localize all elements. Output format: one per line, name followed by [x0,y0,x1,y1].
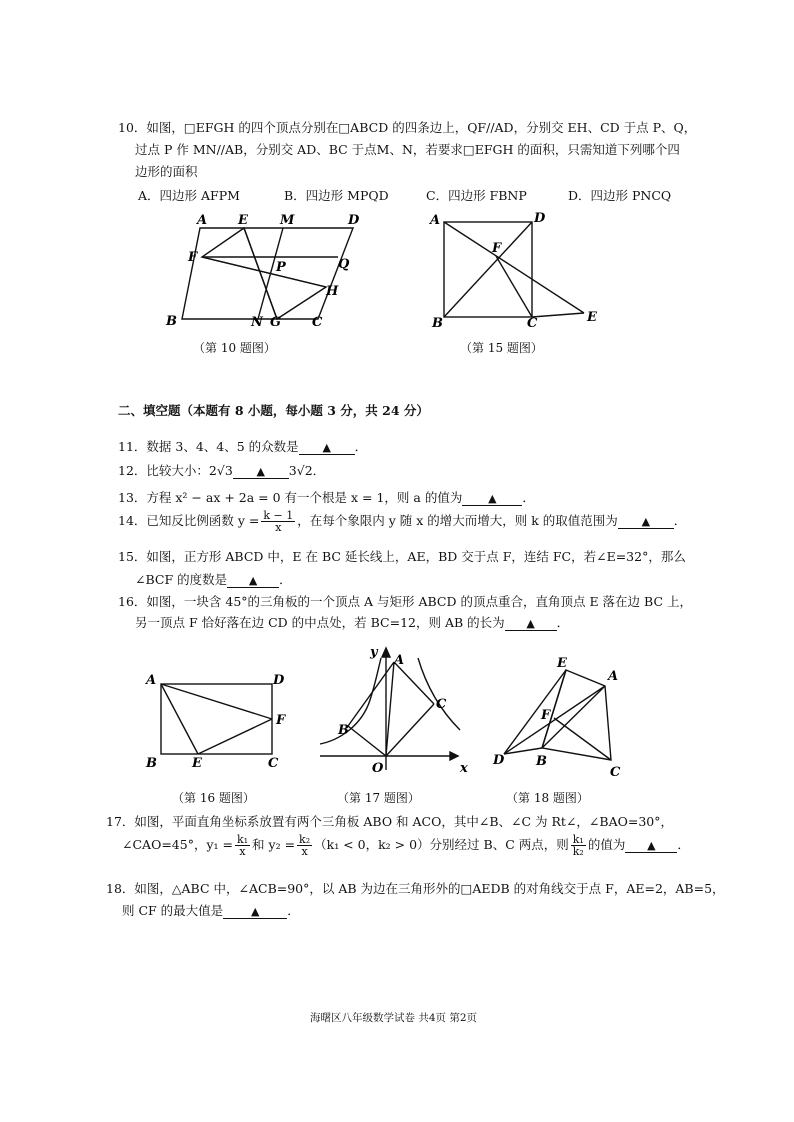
label-q: Q [338,257,350,272]
page-footer: 海曙区八年级数学试卷 共4页 第2页 [310,1012,478,1024]
label-b: B [166,314,177,329]
section-heading: 二、填空题（本题有 8 小题，每小题 3 分，共 24 分） [118,403,429,418]
label-o: O [372,761,384,776]
label-n: N [251,315,263,330]
label-e: E [192,756,202,771]
answer-blank[interactable] [299,439,355,455]
q15-line1: 15．如图，正方形 ABCD 中，E 在 BC 延长线上，AE，BD 交于点 F，连结 FC，若∠E=32°，那么 [118,549,686,564]
q17-end: ． [677,837,690,852]
q10-line1: 10．如图，□EFGH 的四个顶点分别在□ABCD 的四条边上，QF//AD，分别交 EH、CD 于点 P、Q， [118,120,697,135]
label-c: C [436,697,447,712]
label-y: y [370,645,378,660]
label-g: G [270,315,282,330]
figure-q15 [425,205,605,335]
figure-q16 [140,664,300,779]
parallelogram-efgh [202,228,326,319]
line-ce [532,313,584,317]
answer-mark: ▲ [248,574,258,587]
q14 [118,510,686,533]
label-c: C [527,316,538,331]
answer-mark: ▲ [641,515,651,528]
fraction-k1-k2 [571,834,586,857]
q18-line1: 18．如图，△ABC 中，∠ACB=90°，以 AB 为边在三角形外的□AEDB 的对角线交于点 F，AE=2，AB=5， [106,881,725,896]
answer-blank[interactable] [618,513,674,529]
label-f: F [188,250,198,265]
figure-q18 [490,652,630,782]
answer-blank[interactable] [227,572,279,588]
answer-blank[interactable] [625,837,677,853]
q11 [118,437,367,455]
answer-blank[interactable] [223,903,287,919]
q17-part-d: 的值为 [587,837,626,852]
line-ef [198,719,272,754]
label-b: B [338,723,349,738]
label-e: E [587,310,597,325]
figure-q17 [310,640,480,780]
line-ab [348,662,394,726]
label-a: A [430,213,441,228]
label-b: B [432,316,443,331]
q15-end: ． [279,572,292,587]
denominator: x [239,845,246,858]
q17-part-b: 和 y₂ = [252,837,296,852]
q13-end: ． [522,490,535,505]
label-a: A [197,213,208,228]
q14-end: ． [673,513,687,528]
line-fc [554,718,611,760]
rectangle-abcd [161,684,272,754]
numerator: k₁ [572,833,584,846]
answer-mark: ▲ [256,465,266,478]
q16-text: 另一顶点 F 恰好落在边 CD 的中点处，若 BC=12，则 AB 的长为 [135,615,505,630]
numerator: k₂ [299,833,311,846]
line-ed [504,670,566,754]
q17-part-a: ∠CAO=45°，y₁ = [122,837,233,852]
line-co [386,704,434,756]
answer-mark: ▲ [526,617,535,630]
q13-text: 13．方程 x² − ax + 2a = 0 有一个根是 x = 1，则 a 的值为 [118,490,463,505]
q12-end: ． [312,463,326,478]
q13 [118,488,535,506]
numerator: k − 1 [263,509,294,522]
y-axis-arrow [382,648,390,657]
label-c: C [268,756,279,771]
label-a: A [608,669,619,684]
label-f: F [276,713,286,728]
label-x: x [460,761,468,776]
denominator: x [301,845,308,858]
label-b: B [146,756,157,771]
q15-text: ∠BCF 的度数是 [135,572,228,587]
denominator: x [275,521,282,534]
label-e: E [238,213,248,228]
label-p: P [276,260,286,275]
q10-option-c: C．四边形 FBNP [426,188,527,203]
answer-mark: ▲ [250,905,260,918]
q12 [118,461,325,479]
q11-text: 11．数据 3、4、4、5 的众数是 [118,439,299,454]
fraction [261,510,295,533]
q12-a: 2√3 [208,463,233,478]
answer-mark: ▲ [488,492,497,505]
denominator: k₂ [572,845,584,858]
numerator: k₁ [236,833,249,846]
curve-y1 [320,658,381,744]
q17-line2 [122,834,690,857]
q14-suffix: ，在每个象限内 y 随 x 的增大而增大，则 k 的取值范围为 [297,513,618,528]
label-a: A [394,653,405,668]
q12-b: 3√2 [288,463,313,478]
q16-line1: 16．如图，一块含 45°的三角板的一个顶点 A 与矩形 ABCD 的顶点重合，直角顶点 E 落在边 BC 上， [118,594,692,609]
q14-prefix: 14．已知反比例函数 y = [118,513,260,528]
q11-end: ． [354,439,368,454]
label-f: F [541,708,551,723]
caption-q10: （第 10 题图） [193,341,276,355]
label-c: C [312,315,323,330]
line-bo [348,726,386,756]
caption-q18: （第 18 题图） [506,791,589,805]
fraction-k1-x [235,834,250,857]
caption-q16: （第 16 题图） [172,791,255,805]
label-d: D [273,673,285,688]
line-oa [386,662,394,756]
label-a: A [146,673,157,688]
label-h: H [326,284,339,299]
q18-text: 则 CF 的最大值是 [122,903,224,918]
q12-prefix: 12．比较大小： [118,463,209,478]
q10-option-d: D．四边形 PNCQ [568,188,672,203]
label-d: D [534,211,546,226]
fraction-k2-x [297,834,312,857]
q10-option-a: A．四边形 AFPM [138,188,240,203]
answer-blank[interactable] [462,490,522,506]
q10-line2: 过点 P 作 MN//AB，分别交 AD、BC 于点M、N，若要求□EFGH 的面积，只需知道下列哪个四 [135,142,680,157]
answer-mark: ▲ [647,839,656,852]
label-b: B [536,754,547,769]
label-m: M [280,213,295,228]
label-d: D [493,753,505,768]
label-e: E [557,656,567,671]
answer-mark: ▲ [322,441,331,454]
x-axis-arrow [450,752,458,760]
label-f: F [492,241,502,256]
answer-blank[interactable] [505,615,557,631]
caption-q17: （第 17 题图） [337,791,420,805]
line-ae [444,222,584,313]
caption-q15: （第 15 题图） [460,341,543,355]
line-fc [496,256,532,317]
q17-part-c: （k₁ < 0，k₂ > 0）分别经过 B、C 两点，则 [314,837,569,852]
q15-line2 [135,570,292,588]
line-af [161,684,272,719]
label-d: D [348,213,360,228]
q18-line2 [122,901,300,919]
q10-option-b: B．四边形 MPQD [284,188,389,203]
label-c: C [610,765,621,780]
q16-line2 [135,613,569,631]
q17-line1: 17．如图，平面直角坐标系放置有两个三角板 ABO 和 ACO，其中∠B、∠C 为 Rt∠，∠BAO=30°， [106,814,673,829]
q10-line3: 边形的面积 [135,164,198,179]
q18-end: ． [287,903,300,918]
answer-blank[interactable] [233,463,289,479]
line-bd [444,222,532,317]
q16-end: ． [556,615,570,630]
